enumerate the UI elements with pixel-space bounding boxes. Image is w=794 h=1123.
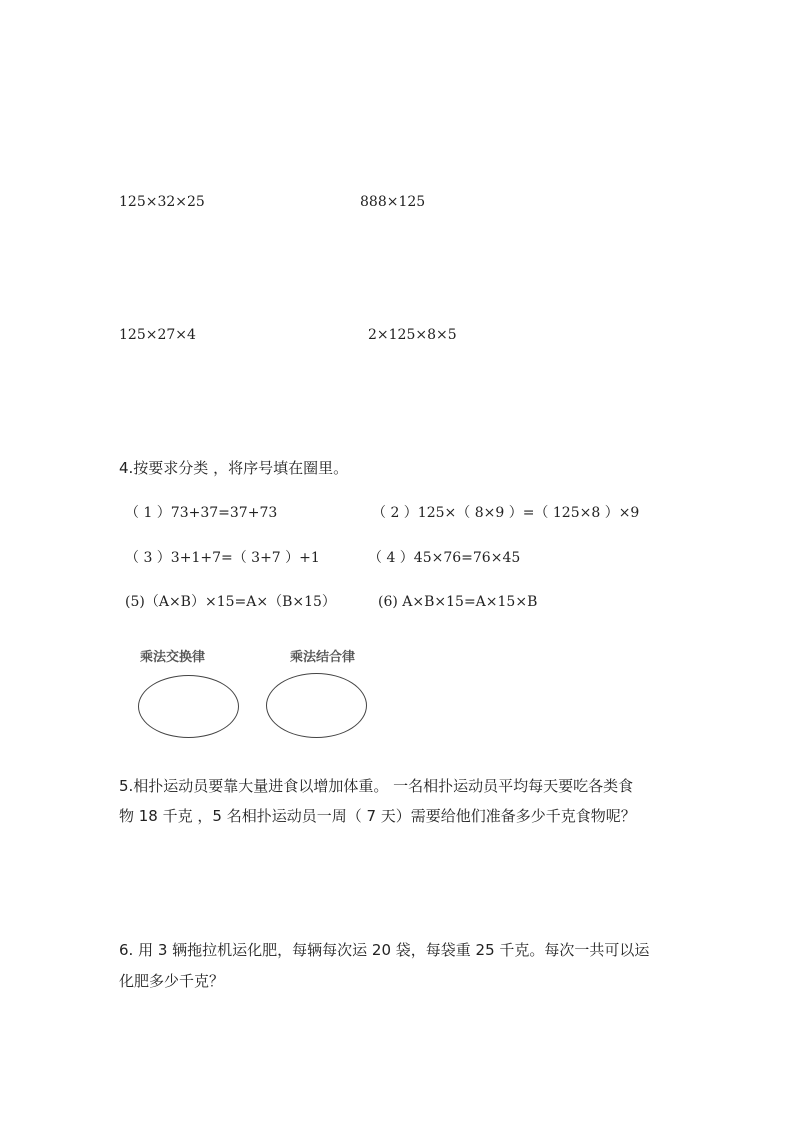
q4-item-2: （ 2 ）125×（ 8×9 ）=（ 125×8 ）×9 <box>372 505 640 521</box>
question-6-line-1: 6. 用 3 辆拖拉机运化肥，每辆每次运 20 袋，每袋重 25 千克。每次一共可以运 <box>119 941 650 959</box>
question-6-line-2: 化肥多少千克？ <box>119 972 225 990</box>
q4-item-6: (6) A×B×15=A×15×B <box>378 594 538 610</box>
question-4-title: 4.按要求分类 ，将序号填在圈里。 <box>119 459 349 477</box>
circle-label-associative: 乘法结合律 <box>290 650 356 665</box>
question-5-line-1: 5.相扑运动员要靠大量进食以增加体重。 一名相扑运动员平均每天要吃各类食 <box>119 777 634 795</box>
q4-item-3: （ 3 ）3+1+7=（ 3+7 ）+1 <box>125 550 320 566</box>
circle-label-commutative: 乘法交换律 <box>140 650 206 665</box>
commutative-law-circle[interactable] <box>138 675 239 738</box>
expression-row2-right: 2×125×8×5 <box>368 327 457 343</box>
question-5-line-2: 物 18 千克 ，5 名相扑运动员一周（ 7 天）需要给他们准备多少千克食物呢？ <box>119 807 636 825</box>
associative-law-circle[interactable] <box>266 673 367 738</box>
expression-row1-left: 125×32×25 <box>119 194 205 210</box>
q4-item-1: （ 1 ）73+37=37+73 <box>125 505 278 521</box>
expression-row2-left: 125×27×4 <box>119 327 196 343</box>
q4-item-5: (5)（A×B）×15=A×（B×15） <box>125 594 336 610</box>
q4-item-4: （ 4 ）45×76=76×45 <box>368 550 521 566</box>
expression-row1-right: 888×125 <box>360 194 426 210</box>
